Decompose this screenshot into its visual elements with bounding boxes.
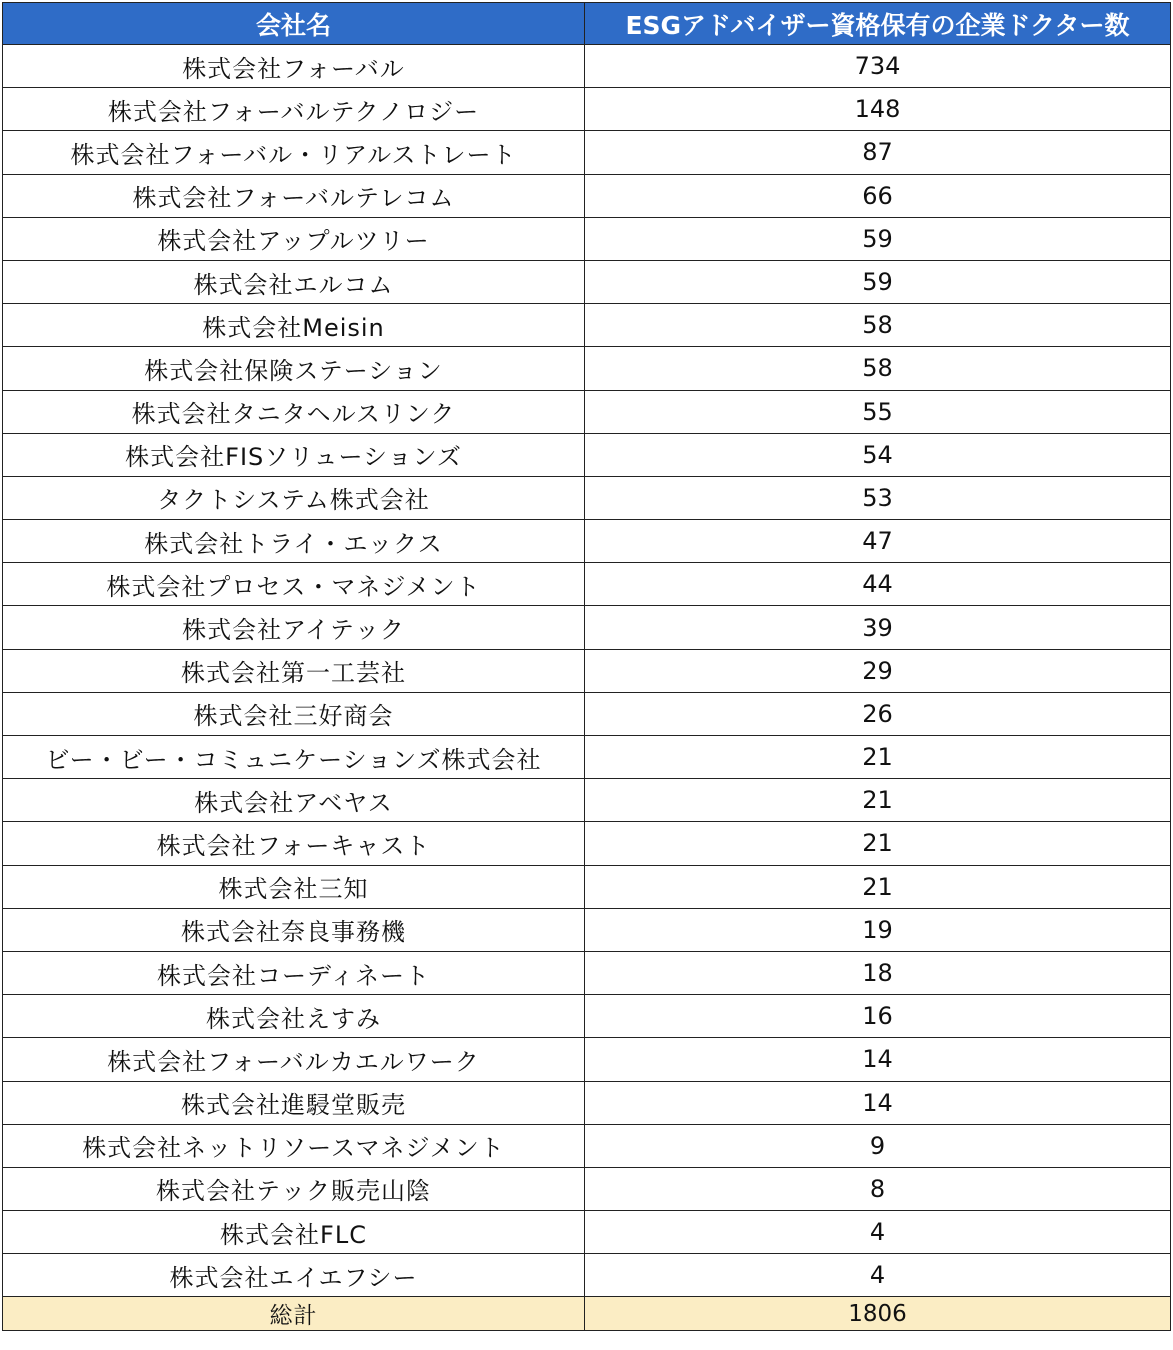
company-name-cell: 株式会社コーディネート bbox=[3, 951, 585, 994]
doctor-count-cell: 8 bbox=[585, 1167, 1171, 1210]
company-name-cell: 株式会社保険ステーション bbox=[3, 347, 585, 390]
table-row bbox=[3, 433, 1171, 476]
table-row bbox=[3, 131, 1171, 174]
company-name-cell: 株式会社アベヤス bbox=[3, 779, 585, 822]
doctor-count-cell: 44 bbox=[585, 563, 1171, 606]
table-row bbox=[3, 88, 1171, 131]
table-row bbox=[3, 822, 1171, 865]
company-name-cell: 株式会社フォーキャスト bbox=[3, 822, 585, 865]
table-row bbox=[3, 520, 1171, 563]
doctor-count-cell: 4 bbox=[585, 1254, 1171, 1297]
table-row bbox=[3, 563, 1171, 606]
company-name-cell: 株式会社トライ・エックス bbox=[3, 520, 585, 563]
table-row bbox=[3, 736, 1171, 779]
header-row bbox=[3, 3, 1171, 45]
company-name-cell: 株式会社テック販売山陰 bbox=[3, 1167, 585, 1210]
doctor-count-cell: 4 bbox=[585, 1211, 1171, 1254]
doctor-count-cell: 55 bbox=[585, 390, 1171, 433]
table-row bbox=[3, 995, 1171, 1038]
table-row bbox=[3, 476, 1171, 519]
table-row bbox=[3, 1254, 1171, 1297]
total-row bbox=[3, 1297, 1171, 1331]
doctor-count-cell: 14 bbox=[585, 1081, 1171, 1124]
doctor-count-cell: 9 bbox=[585, 1124, 1171, 1167]
table-row bbox=[3, 649, 1171, 692]
doctor-count-cell: 58 bbox=[585, 347, 1171, 390]
table-row bbox=[3, 1081, 1171, 1124]
table-row bbox=[3, 951, 1171, 994]
company-name-cell: 株式会社アイテック bbox=[3, 606, 585, 649]
company-name-cell: 株式会社ネットリソースマネジメント bbox=[3, 1124, 585, 1167]
company-name-cell: 株式会社えすみ bbox=[3, 995, 585, 1038]
company-name-cell: 株式会社第一工芸社 bbox=[3, 649, 585, 692]
doctor-count-cell: 19 bbox=[585, 908, 1171, 951]
table-row bbox=[3, 1038, 1171, 1081]
company-name-cell: 株式会社奈良事務機 bbox=[3, 908, 585, 951]
doctor-count-cell: 14 bbox=[585, 1038, 1171, 1081]
doctor-count-cell: 18 bbox=[585, 951, 1171, 994]
table-row bbox=[3, 1124, 1171, 1167]
doctor-count-cell: 58 bbox=[585, 304, 1171, 347]
company-name-cell: 株式会社フォーバルテクノロジー bbox=[3, 88, 585, 131]
table-row bbox=[3, 260, 1171, 303]
doctor-count-cell: 59 bbox=[585, 260, 1171, 303]
company-name-cell: 株式会社エイエフシー bbox=[3, 1254, 585, 1297]
table-row bbox=[3, 347, 1171, 390]
header-company-name: 会社名 bbox=[3, 3, 585, 45]
doctor-count-cell: 734 bbox=[585, 45, 1171, 88]
doctor-count-cell: 54 bbox=[585, 433, 1171, 476]
table-row bbox=[3, 606, 1171, 649]
total-label: 総計 bbox=[3, 1297, 585, 1331]
company-name-cell: タクトシステム株式会社 bbox=[3, 476, 585, 519]
doctor-count-cell: 26 bbox=[585, 692, 1171, 735]
table-row bbox=[3, 865, 1171, 908]
doctor-count-cell: 16 bbox=[585, 995, 1171, 1038]
doctor-count-cell: 29 bbox=[585, 649, 1171, 692]
company-name-cell: 株式会社フォーバルカエルワーク bbox=[3, 1038, 585, 1081]
table-row bbox=[3, 779, 1171, 822]
esg-advisor-table bbox=[2, 2, 1171, 1331]
company-name-cell: 株式会社フォーバルテレコム bbox=[3, 174, 585, 217]
doctor-count-cell: 39 bbox=[585, 606, 1171, 649]
company-name-cell: 株式会社フォーバル bbox=[3, 45, 585, 88]
company-name-cell: 株式会社エルコム bbox=[3, 260, 585, 303]
table-row bbox=[3, 174, 1171, 217]
table-row bbox=[3, 390, 1171, 433]
company-name-cell: 株式会社フォーバル・リアルストレート bbox=[3, 131, 585, 174]
doctor-count-cell: 21 bbox=[585, 736, 1171, 779]
table-row bbox=[3, 217, 1171, 260]
company-name-cell: 株式会社進駸堂販売 bbox=[3, 1081, 585, 1124]
doctor-count-cell: 21 bbox=[585, 779, 1171, 822]
table-row bbox=[3, 45, 1171, 88]
doctor-count-cell: 66 bbox=[585, 174, 1171, 217]
doctor-count-cell: 87 bbox=[585, 131, 1171, 174]
total-count: 1806 bbox=[585, 1297, 1171, 1331]
doctor-count-cell: 148 bbox=[585, 88, 1171, 131]
table-row bbox=[3, 692, 1171, 735]
doctor-count-cell: 47 bbox=[585, 520, 1171, 563]
company-name-cell: 株式会社三知 bbox=[3, 865, 585, 908]
doctor-count-cell: 59 bbox=[585, 217, 1171, 260]
company-name-cell: 株式会社アップルツリー bbox=[3, 217, 585, 260]
table-row bbox=[3, 1211, 1171, 1254]
company-name-cell: 株式会社FLC bbox=[3, 1211, 585, 1254]
company-name-cell: 株式会社プロセス・マネジメント bbox=[3, 563, 585, 606]
company-name-cell: ビー・ビー・コミュニケーションズ株式会社 bbox=[3, 736, 585, 779]
company-name-cell: 株式会社Meisin bbox=[3, 304, 585, 347]
doctor-count-cell: 21 bbox=[585, 822, 1171, 865]
company-name-cell: 株式会社三好商会 bbox=[3, 692, 585, 735]
company-name-cell: 株式会社FISソリューションズ bbox=[3, 433, 585, 476]
header-doctor-count: ESGアドバイザー資格保有の企業ドクター数 bbox=[585, 3, 1171, 45]
doctor-count-cell: 21 bbox=[585, 865, 1171, 908]
doctor-count-cell: 53 bbox=[585, 476, 1171, 519]
company-name-cell: 株式会社タニタヘルスリンク bbox=[3, 390, 585, 433]
table-row bbox=[3, 908, 1171, 951]
table-row bbox=[3, 1167, 1171, 1210]
table-row bbox=[3, 304, 1171, 347]
